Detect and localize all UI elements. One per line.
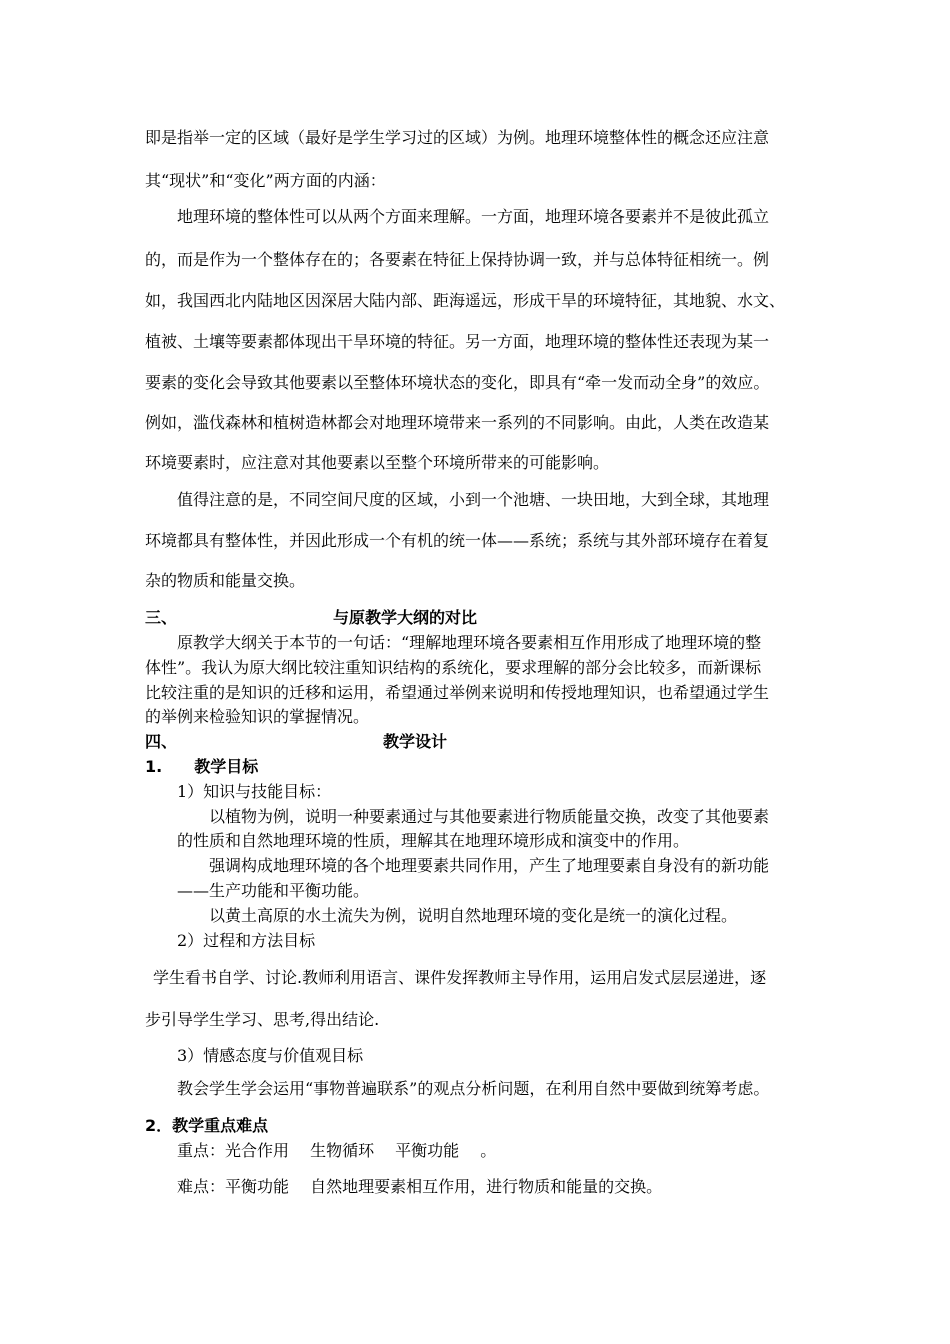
section3-line-2: 体性”。我认为原大纲比较注重知识结构的系统化，要求理解的部分会比较多，而新课标 <box>145 658 762 677</box>
para1-line-2: 的，而是作为一个整体存在的；各要素在特征上保持协调一致，并与总体特征相统一。例 <box>145 250 770 269</box>
para2-line-1: 值得注意的是，不同空间尺度的区域，小到一个池塘、一块田地，大到全球，其地理 <box>177 490 770 509</box>
section4-number: 四、 <box>145 732 178 751</box>
knowledge-line-2: 的性质和自然地理环境的性质，理解其在地理环境形成和演变中的作用。 <box>177 831 690 850</box>
knowledge-heading: 1）知识与技能目标： <box>177 782 332 801</box>
para1-line-4: 植被、土壤等要素都体现出干旱环境的特征。另一方面，地理环境的整体性还表现为某一 <box>145 332 770 351</box>
process-heading: 2）过程和方法目标 <box>177 931 316 950</box>
para1-line-7: 环境要素时，应注意对其他要素以至整个环境所带来的可能影响。 <box>145 453 610 472</box>
section3-line-1: 原教学大纲关于本节的一句话：“理解地理环境各要素相互作用形成了地理环境的整 <box>177 633 762 652</box>
key-points: 重点：光合作用 生物循环 平衡功能 。 <box>177 1141 497 1160</box>
section3-line-4: 的举例来检验知识的掌握情况。 <box>145 707 370 726</box>
key-difficult-heading: 2．教学重点难点 <box>145 1116 269 1135</box>
para1-line-3: 如，我国西北内陆地区因深居大陆内部、距海遥远，形成干旱的环境特征，其地貌、水文、 <box>145 291 786 310</box>
para1-line-1: 地理环境的整体性可以从两个方面来理解。一方面，地理环境各要素并不是彼此孤立 <box>177 207 770 226</box>
section4-title: 教学设计 <box>383 732 448 751</box>
para1-line-6: 例如，滥伐森林和植树造林都会对地理环境带来一系列的不同影响。由此，人类在改造某 <box>145 413 770 432</box>
intro-line-2: 其“现状”和“变化”两方面的内涵： <box>145 171 386 190</box>
intro-line-1: 即是指举一定的区域（最好是学生学习过的区域）为例。地理环境整体性的概念还应注意 <box>145 128 770 147</box>
para2-line-3: 杂的物质和能量交换。 <box>145 571 306 590</box>
knowledge-line-4: ——生产功能和平衡功能。 <box>177 881 370 900</box>
para2-line-2: 环境都具有整体性，并因此形成一个有机的统一体——系统；系统与其外部环境存在着复 <box>145 531 770 550</box>
goals-heading: 1. 教学目标 <box>145 757 259 776</box>
emotion-heading: 3）情感态度与价值观目标 <box>177 1046 364 1065</box>
para1-line-5: 要素的变化会导致其他要素以至整体环境状态的变化，即具有“牵一发而动全身”的效应。 <box>145 373 770 392</box>
process-line-2: 步引导学生学习、思考,得出结论. <box>145 1010 380 1029</box>
knowledge-line-1: 以植物为例，说明一种要素通过与其他要素进行物质能量交换，改变了其他要素 <box>209 807 770 826</box>
difficult-points: 难点：平衡功能 自然地理要素相互作用，进行物质和能量的交换。 <box>177 1177 663 1196</box>
section3-title: 与原教学大纲的对比 <box>333 608 478 627</box>
knowledge-line-3: 强调构成地理环境的各个地理要素共同作用，产生了地理要素自身没有的新功能 <box>209 856 770 875</box>
emotion-line: 教会学生学会运用“事物普遍联系”的观点分析问题，在利用自然中要做到统筹考虑。 <box>177 1079 770 1098</box>
section3-number: 三、 <box>145 608 178 627</box>
process-line-1: 学生看书自学、讨论.教师利用语言、课件发挥教师主导作用，运用启发式层层递进，逐 <box>153 968 767 987</box>
knowledge-line-5: 以黄土高原的水土流失为例，说明自然地理环境的变化是统一的演化过程。 <box>209 906 738 925</box>
section3-line-3: 比较注重的是知识的迁移和运用，希望通过举例来说明和传授地理知识，也希望通过学生 <box>145 683 770 702</box>
